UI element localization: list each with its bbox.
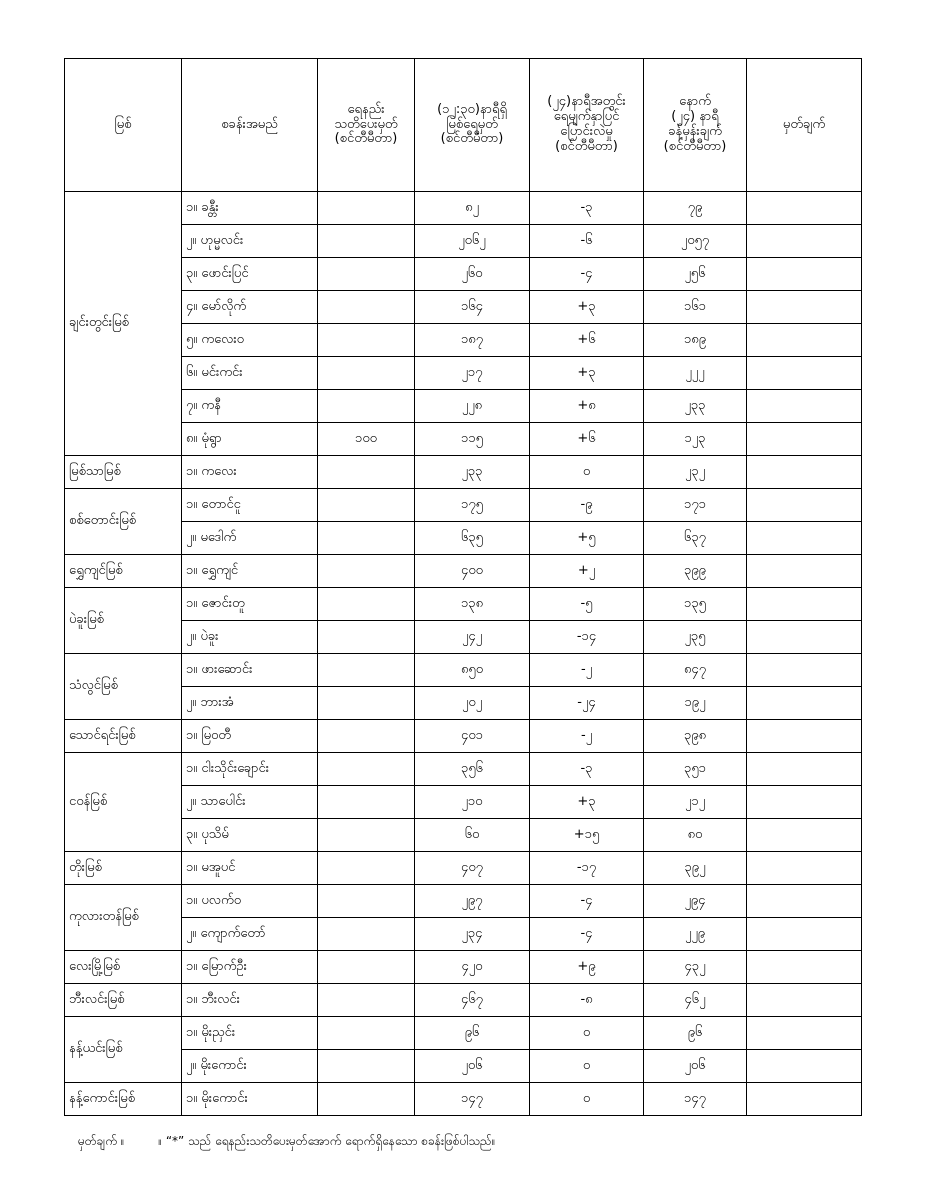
remark [747,225,862,258]
level-change: -၂၄ [530,687,644,720]
table-row [65,324,862,357]
current-level: ၁၄၇ [415,1083,530,1116]
current-level: ၂၄၂ [415,621,530,654]
warning-level [318,852,415,885]
station-name: ၃။ ဖောင်းပြင် [182,258,318,291]
river-name: သောင်ရင်းမြစ် [65,720,182,753]
remark [747,489,862,522]
warning-level [318,918,415,951]
table-row [65,852,862,885]
station-name: ၁။ မိုးကောင်း [182,1083,318,1116]
level-change: +၅ [530,522,644,555]
station-name: ၈။ မုံရွာ [182,423,318,456]
warning-level [318,1083,415,1116]
table-row [65,753,862,786]
station-name: ၂။ မိုးကောင်း [182,1050,318,1083]
table-row [65,1050,862,1083]
current-level: ၉၆ [415,1017,530,1050]
forecast-level: ၂၀၅၇ [644,225,747,258]
station-name: ၁။ ခန္တီး [182,192,318,225]
header-forecast [644,59,747,192]
forecast-level: ၃၉၈ [644,720,747,753]
header-24h-change [530,59,644,192]
forecast-level: ၇၉ [644,192,747,225]
current-level: ၈၂ [415,192,530,225]
footnote [78,1133,495,1151]
header-line: မှတ်ချက် [782,116,826,132]
footnote-label: မှတ်ချက် ။ [78,1134,125,1148]
table-row [65,1083,862,1116]
current-level: ၂၆၀ [415,258,530,291]
current-level: ၂၀၆၂ [415,225,530,258]
river-name: မြစ်သာမြစ် [65,456,182,489]
station-name: ၇။ ကနီ [182,390,318,423]
warning-level [318,951,415,984]
remark [747,423,862,456]
warning-level [318,456,415,489]
table-row [65,819,862,852]
current-level: ၆၃၅ [415,522,530,555]
warning-level [318,1050,415,1083]
station-name: ၁။ မြောက်ဦး [182,951,318,984]
current-level: ၄၂၀ [415,951,530,984]
header-line: (၂၄) နာရီ [671,109,719,125]
remark [747,291,862,324]
level-change: +၆ [530,324,644,357]
current-level: ၃၅၆ [415,753,530,786]
remark [747,720,862,753]
table-row [65,786,862,819]
forecast-level: ၂၅၆ [644,258,747,291]
level-change: ၀ [530,1017,644,1050]
forecast-level: ၂၃၅ [644,621,747,654]
current-level: ၄၆၇ [415,984,530,1017]
table-row [65,291,862,324]
warning-level [318,786,415,819]
warning-level [318,291,415,324]
table-row [65,522,862,555]
level-change: ၀ [530,1050,644,1083]
remark [747,1017,862,1050]
level-change: +၈ [530,390,644,423]
river-name: ဘီးလင်းမြစ် [65,984,182,1017]
remark [747,390,862,423]
river-name: သံလွင်မြစ် [65,654,182,720]
warning-level [318,357,415,390]
remark [747,588,862,621]
table-row [65,687,862,720]
station-name: ၂။ ဟုမ္မလင်း [182,225,318,258]
header-line: ရေနည်း [347,101,385,117]
river-name: စစ်တောင်းမြစ် [65,489,182,555]
current-level: ၆၀ [415,819,530,852]
remark [747,258,862,291]
forecast-level: ၃၉၉ [644,555,747,588]
station-name: ၃။ ပုသိမ် [182,819,318,852]
forecast-level: ၈၄၇ [644,654,747,687]
table-row [65,225,862,258]
current-level: ၂၁၀ [415,786,530,819]
header-line: ရေမျက်နှာပြင် [553,109,620,125]
station-name: ၁။ မြဝတီ [182,720,318,753]
forecast-level: ၄၆၂ [644,984,747,1017]
forecast-level: ၃၅၁ [644,753,747,786]
station-name: ၁။ တောင်ငူ [182,489,318,522]
current-level: ၂၀၂ [415,687,530,720]
forecast-level: ၁၄၇ [644,1083,747,1116]
forecast-level: ၁၂၃ [644,423,747,456]
level-change: +၆ [530,423,644,456]
table-row [65,357,862,390]
river-name: ငဝန်မြစ် [65,753,182,852]
warning-level [318,390,415,423]
warning-level [318,984,415,1017]
forecast-level: ၁၃၅ [644,588,747,621]
current-level: ၂၁၇ [415,357,530,390]
header-warning-level [318,59,415,192]
header-line: စခန်းအမည် [221,116,278,132]
current-level: ၂၀၆ [415,1050,530,1083]
warning-level [318,885,415,918]
remark [747,852,862,885]
forecast-level: ၂၃၃ [644,390,747,423]
header-station [182,59,318,192]
river-name: ချင်းတွင်းမြစ် [65,192,182,456]
table-row [65,456,862,489]
table-row [65,390,862,423]
remark [747,687,862,720]
level-change: +၁၅ [530,819,644,852]
river-name: လေးမြို့မြစ် [65,951,182,984]
header-current-level [415,59,530,192]
level-change: ၀ [530,456,644,489]
level-change: +၉ [530,951,644,984]
remark [747,753,862,786]
forecast-level: ၈၀ [644,819,747,852]
forecast-level: ၂၁၂ [644,786,747,819]
table-row [65,258,862,291]
current-level: ၄၀၇ [415,852,530,885]
level-change: -၃ [530,753,644,786]
level-change: -၃ [530,192,644,225]
station-name: ၁။ မိုးညှင်း [182,1017,318,1050]
remark [747,555,862,588]
current-level: ၁၁၅ [415,423,530,456]
station-name: ၂။ ကျောက်တော် [182,918,318,951]
header-line: ပြောင်းလဲမှု [560,124,613,139]
warning-level [318,654,415,687]
warning-level [318,687,415,720]
forecast-level: ၁၈၉ [644,324,747,357]
table-row [65,588,862,621]
river-name: ရွှေကျင်မြစ် [65,555,182,588]
station-name: ၄။ မော်လိုက် [182,291,318,324]
warning-level: ၁၀၀ [318,423,415,456]
forecast-level: ၂၃၂ [644,456,747,489]
remark [747,951,862,984]
level-change: ၀ [530,1083,644,1116]
current-level: ၁၃၈ [415,588,530,621]
current-level: ၄၀၀ [415,555,530,588]
table-row [65,654,862,687]
warning-level [318,324,415,357]
header-line: မြစ်ရေမှတ် [446,116,498,132]
current-level: ၂၂၈ [415,390,530,423]
station-name: ၁။ ဘီးလင်း [182,984,318,1017]
station-name: ၂။ ပဲခူး [182,621,318,654]
current-level: ၂၃၃ [415,456,530,489]
level-change: -၄ [530,258,644,291]
remark [747,786,862,819]
level-change: -၉ [530,489,644,522]
station-name: ၅။ ကလေးဝ [182,324,318,357]
station-name: ၁။ ဇောင်းတူ [182,588,318,621]
current-level: ၁၆၄ [415,291,530,324]
river-name: နန့်ကောင်းမြစ် [65,1083,182,1116]
forecast-level: ၃၉၂ [644,852,747,885]
station-name: ၂။ ဘားအံ [182,687,318,720]
remark [747,621,862,654]
station-name: ၆။ မင်းကင်း [182,357,318,390]
river-level-table [64,58,862,1116]
remark [747,819,862,852]
station-name: ၁။ ကလေး [182,456,318,489]
forecast-level: ၂၂၉ [644,918,747,951]
station-name: ၁။ ငါးသိုင်းချောင်း [182,753,318,786]
level-change: -၄ [530,918,644,951]
table-row [65,621,862,654]
table-row [65,720,862,753]
warning-level [318,522,415,555]
header-line: နောက် [679,94,711,110]
forecast-level: ၁၆၁ [644,291,747,324]
header-line: မြစ် [114,116,132,132]
table-row [65,423,862,456]
table-row [65,555,862,588]
warning-level [318,258,415,291]
level-change: -၂ [530,654,644,687]
header-row [65,59,862,192]
warning-level [318,753,415,786]
remark [747,192,862,225]
level-change: -၆ [530,225,644,258]
table-row [65,1017,862,1050]
header-line: (၁၂:၃၀)နာရီရှိ [437,101,507,117]
level-change: -၅ [530,588,644,621]
level-change: -၈ [530,984,644,1017]
current-level: ၄၀၁ [415,720,530,753]
current-level: ၁၇၅ [415,489,530,522]
warning-level [318,588,415,621]
remark [747,885,862,918]
forecast-level: ၄၃၂ [644,951,747,984]
warning-level [318,225,415,258]
footnote-text: ။ “*” သည် ရေနည်းသတိပေးမှတ်အောက် ရောက်ရှိနေသော စခန်းဖြစ်ပါသည်။ [158,1134,496,1148]
header-line: ခန့်မှန်းချက် [668,124,722,139]
table-row [65,885,862,918]
remark [747,324,862,357]
header-line: (၂၄)နာရီအတွင်း [547,94,626,110]
forecast-level: ၁၉၂ [644,687,747,720]
level-change: +၃ [530,786,644,819]
remark [747,456,862,489]
level-change: +၃ [530,291,644,324]
table-row [65,192,862,225]
remark [747,1050,862,1083]
level-change: -၂ [530,720,644,753]
forecast-level: ၂၀၆ [644,1050,747,1083]
station-name: ၁။ ပလက်ဝ [182,885,318,918]
header-remark [747,59,862,192]
warning-level [318,192,415,225]
level-change: +၂ [530,555,644,588]
station-name: ၂။ သာပေါင်း [182,786,318,819]
station-name: ၂။ မဒေါက် [182,522,318,555]
current-level: ၂၃၄ [415,918,530,951]
header-line: (စင်တီမီတာ) [440,131,504,147]
station-name: ၁။ မအူပင် [182,852,318,885]
remark [747,1083,862,1116]
river-name: တိုးမြစ် [65,852,182,885]
table-row [65,984,862,1017]
remark [747,522,862,555]
forecast-level: ၂၂၂ [644,357,747,390]
station-name: ၁။ ရွှေကျင် [182,555,318,588]
river-name: ကုလားတန်မြစ် [65,885,182,951]
river-name: နန့်ယင်းမြစ် [65,1017,182,1083]
warning-level [318,555,415,588]
header-line: သတိပေးမှတ် [334,116,398,132]
forecast-level: ၉၆ [644,1017,747,1050]
river-name: ပဲခူးမြစ် [65,588,182,654]
level-change: +၃ [530,357,644,390]
remark [747,918,862,951]
forecast-level: ၂၉၄ [644,885,747,918]
level-change: -၁၇ [530,852,644,885]
current-level: ၂၉၇ [415,885,530,918]
level-change: -၄ [530,885,644,918]
table-row [65,951,862,984]
remark [747,357,862,390]
header-line: (စင်တီမီတာ) [334,131,398,147]
remark [747,984,862,1017]
warning-level [318,1017,415,1050]
current-level: ၈၅၀ [415,654,530,687]
forecast-level: ၁၇၁ [644,489,747,522]
level-change: -၁၄ [530,621,644,654]
header-line: (စင်တီမီတာ) [663,138,727,154]
header-river [65,59,182,192]
remark [747,654,862,687]
warning-level [318,621,415,654]
warning-level [318,489,415,522]
warning-level [318,819,415,852]
header-line: (စင်တီမီတာ) [555,138,618,154]
table-row [65,918,862,951]
station-name: ၁။ ဖားဆောင်း [182,654,318,687]
forecast-level: ၆၃၇ [644,522,747,555]
warning-level [318,720,415,753]
table-row [65,489,862,522]
current-level: ၁၈၇ [415,324,530,357]
